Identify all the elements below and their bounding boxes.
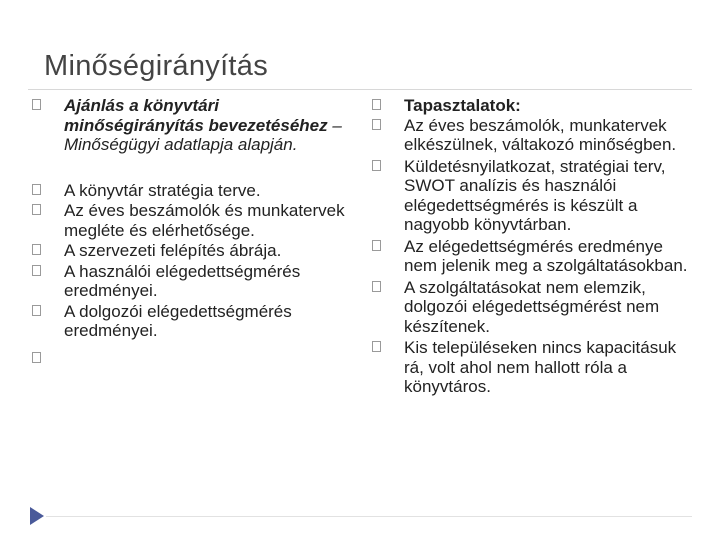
bullet-icon [372,281,381,292]
left-intro-bold: Ajánlás a könyvtári minőségirányítás bevezetéséhez [64,96,328,135]
left-list-item [28,241,358,261]
left-list-text: A dolgozói elégedettségmérés eredményei. [64,301,292,340]
left-column [28,96,358,369]
right-list-heading [368,96,698,116]
right-list-text: A szolgáltatásokat nem elemzik, dolgozói elégedettségmérést nem készítenek. [404,277,660,336]
right-list-text: Az éves beszámolók, munkatervek elkészülnek, váltakozó minőségben. [404,115,677,154]
bullet-icon [32,184,41,195]
bullet-icon [372,119,381,130]
bullet-icon [32,265,41,276]
bullet-icon [32,352,41,363]
right-list-item [368,157,698,235]
play-arrow-icon[interactable] [30,507,44,525]
bullet-icon [372,99,381,110]
title-divider [28,89,692,90]
right-list-item [368,278,698,337]
bullet-icon [372,240,381,251]
right-list-item [368,116,698,155]
footer-divider [46,516,692,517]
bullet-icon [372,160,381,171]
left-list-text: A szervezeti felépítés ábrája. [64,241,282,260]
right-list-text: Küldetésnyilatkozat, stratégiai terv, SWOT analízis és használói elégedettségmérés is készült a nagyobb könyvtárban. [404,156,666,234]
right-list-text: Kis településeken nincs kapacitásuk rá, volt ahol nem hallott róla a könyvtáros. [404,338,677,396]
left-list-item [28,262,358,301]
right-column [368,96,698,397]
left-list-text: A használói elégedettségmérés eredményei. [64,261,301,300]
slide-title: Minőségirányítás [44,50,269,82]
bullet-icon [32,204,41,215]
left-list-item [28,181,358,201]
left-intro-item [28,96,358,155]
bullet-icon [372,341,381,352]
right-list-text: Az elégedettségmérés eredménye nem jelenik meg a szolgáltatásokban. [404,236,688,275]
left-list-text: Az éves beszámolók és munkatervek megléte és elérhetősége. [64,201,345,240]
bullet-icon [32,305,41,316]
left-list-text: A könyvtár stratégia terve. [64,180,261,200]
right-list-text: Tapasztalatok: [404,96,521,115]
left-list-item-empty [28,349,358,369]
right-list-item [368,237,698,276]
bullet-icon [32,99,41,110]
right-list-item [368,338,698,397]
left-list-item [28,201,358,240]
bullet-icon [32,244,41,255]
left-list-item [28,302,358,341]
left-intro-rest: – Minőségügyi adatlapja alapján. [64,115,342,154]
